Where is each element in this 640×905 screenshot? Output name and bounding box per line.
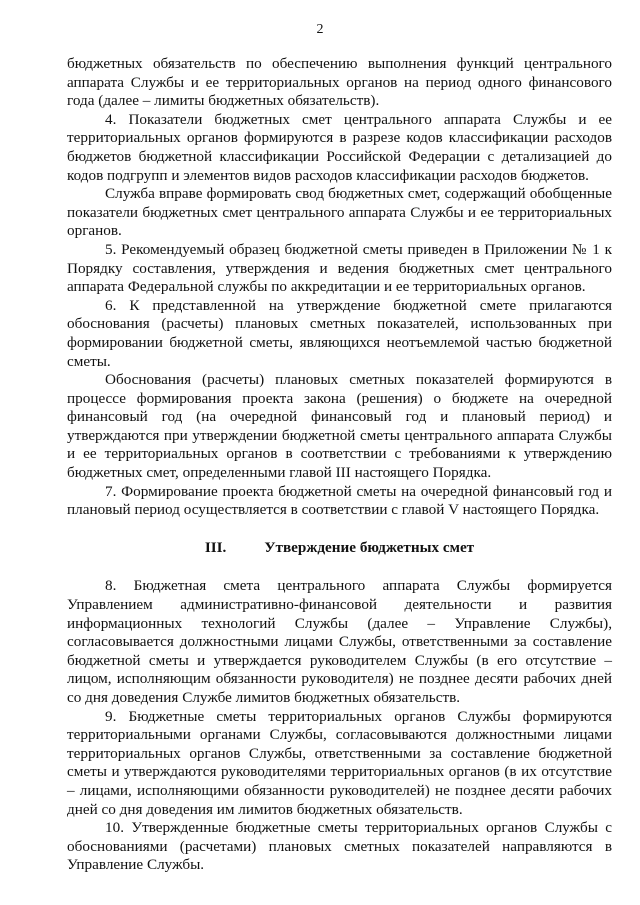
paragraph-budget-summary: Служба вправе формировать свод бюджетных смет, содержащий обобщенные показатели бюджетных смет центрального аппарата Службы и ее территориальных органов.	[67, 185, 612, 240]
paragraph-item-6: 6. К представленной на утверждение бюджетной смете прилагаются обоснования (расчеты) плановых сметных показателей, использованных при формировании бюджетной сметы, являющихся неотъемлемой частью бюджетной сметы.	[67, 296, 612, 370]
section-heading	[67, 539, 612, 558]
paragraph-item-5: 5. Рекомендуемый образец бюджетной сметы приведен в Приложении № 1 к Порядку составления, утверждения и ведения бюджетных смет центрального аппарата Федеральной службы по аккредитации и ее территориальных органов.	[67, 240, 612, 296]
paragraph-item-7: 7. Формирование проекта бюджетной сметы на очередной финансовый год и плановый период осуществляется в соответствии с главой V настоящего Порядка.	[67, 482, 612, 519]
paragraph-continuation: бюджетных обязательств по обеспечению выполнения функций центрального аппарата Службы и ее территориальных органов на период одного финансового года (далее – лимиты бюджетных обязательств).	[67, 55, 612, 110]
section-title: Утверждение бюджетных смет	[264, 538, 475, 556]
paragraph-item-4: 4. Показатели бюджетных смет центрального аппарата Службы и ее территориальных органов формируются в разрезе кодов классификации расходов бюджетов бюджетной классификации Российской Федерации с детализацией до кодов подгрупп и элементов видов расходов классификации расходов бюджетов.	[67, 110, 612, 184]
section-number: III.	[204, 538, 227, 556]
page-number: 2	[316, 22, 324, 37]
paragraph-item-8: 8. Бюджетная смета центрального аппарата Службы формируется Управлением административно-финансовой деятельности и развития информационных технологий Службы (далее – Управление Службы), согласовывается должностными лицами Службы, ответственными за составление бюджетной сметы и утверждается руководителем Службы (в его отсутствие – лицом, исполняющим обязанности руководителя) не позднее десяти рабочих дней со дня доведения Службе лимитов бюджетных обязательств.	[67, 577, 612, 706]
document-body	[67, 55, 612, 875]
paragraph-item-10: 10. Утвержденные бюджетные сметы территориальных органов Службы с обоснованиями (расчетами) плановых сметных показателей направляются в Управление Службы.	[67, 819, 612, 874]
paragraph-justifications: Обоснования (расчеты) плановых сметных показателей формируются в процессе формирования проекта закона (решения) о бюджете на очередной финансовый год (на очередной финансовый год и плановый период) и утверждаются при утверждении бюджетной сметы центрального аппарата Службы и ее территориальных органов в соответствии с требованиями к утверждению бюджетных смет, определенными главой III настоящего Порядка.	[67, 371, 612, 482]
paragraph-item-9: 9. Бюджетные сметы территориальных органов Службы формируются территориальными органами Службы, согласовываются должностными лицами территориальных органов Службы, ответственными за составление бюджетной сметы и утверждаются руководителями территориальных органов (в их отсутствие – лицами, исполняющими обязанности руководителей) не позднее десяти рабочих дней со дня доведения им лимитов бюджетных обязательств.	[67, 707, 612, 818]
